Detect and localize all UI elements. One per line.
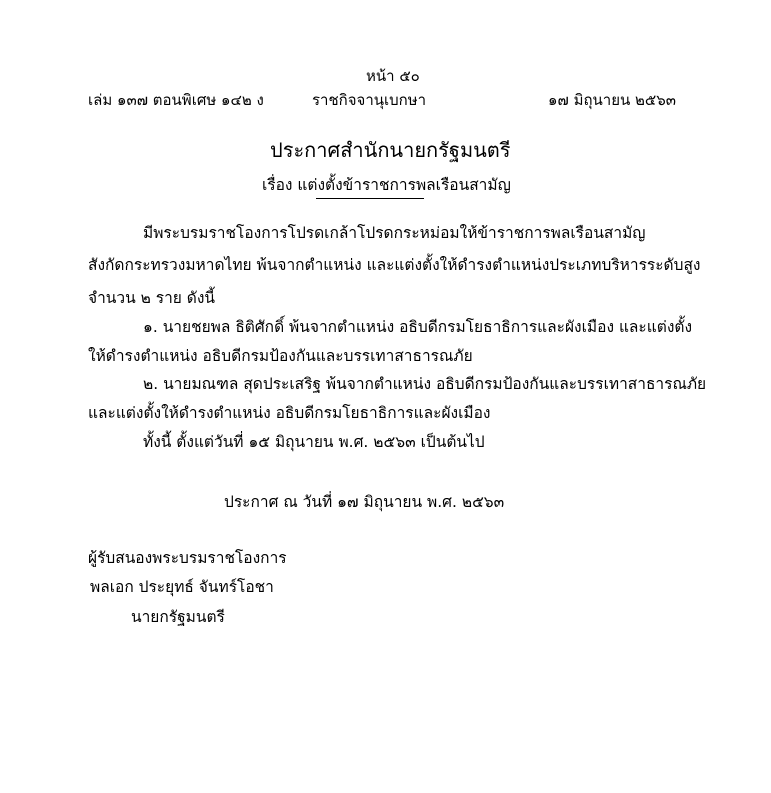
page-number: หน้า ๕๐: [366, 67, 420, 85]
countersign-label: ผู้รับสนองพระบรมราชโองการ: [88, 549, 287, 567]
item-1-line-1: ๑. นายชยพล ธิติศักดิ์ พ้นจากตำแหน่ง อธิบดีกรมโยธาธิการและผังเมือง และแต่งตั้ง: [143, 318, 693, 336]
signatory-title: นายกรัฐมนตรี: [131, 608, 225, 626]
signatory-name: พลเอก ประยุทธ์ จันทร์โอชา: [90, 578, 274, 596]
paragraph-1-line-3: จำนวน ๒ ราย ดังนี้: [88, 289, 216, 307]
item-1-line-2: ให้ดำรงตำแหน่ง อธิบดีกรมป้องกันและบรรเทาสาธารณภัย: [88, 347, 473, 365]
paragraph-1-line-2: สังกัดกระทรวงมหาดไทย พ้นจากตำแหน่ง และแต่งตั้งให้ดำรงตำแหน่งประเภทบริหารระดับสูง: [88, 256, 701, 274]
publication-date: ๑๗ มิถุนายน ๒๕๖๓: [548, 91, 677, 109]
announcement-title: ประกาศสำนักนายกรัฐมนตรี: [270, 138, 511, 162]
publication-name: ราชกิจจานุเบกษา: [312, 91, 427, 109]
item-2-line-2: และแต่งตั้งให้ดำรงตำแหน่ง อธิบดีกรมโยธาธิการและผังเมือง: [88, 404, 491, 422]
volume-issue: เล่ม ๑๓๗ ตอนพิเศษ ๑๔๒ ง: [88, 91, 264, 109]
announcement-date: ประกาศ ณ วันที่ ๑๗ มิถุนายน พ.ศ. ๒๕๖๓: [224, 493, 505, 511]
effective-date: ทั้งนี้ ตั้งแต่วันที่ ๑๕ มิถุนายน พ.ศ. ๒๕๖๓ เป็นต้นไป: [143, 433, 485, 451]
announcement-subject: เรื่อง แต่งตั้งข้าราชการพลเรือนสามัญ: [262, 176, 511, 194]
title-divider: [316, 198, 424, 199]
item-2-line-1: ๒. นายมณฑล สุดประเสริฐ พ้นจากตำแหน่ง อธิบดีกรมป้องกันและบรรเทาสาธารณภัย: [143, 375, 707, 393]
paragraph-1-line-1: มีพระบรมราชโองการโปรดเกล้าโปรดกระหม่อมให้ข้าราชการพลเรือนสามัญ: [143, 224, 646, 242]
